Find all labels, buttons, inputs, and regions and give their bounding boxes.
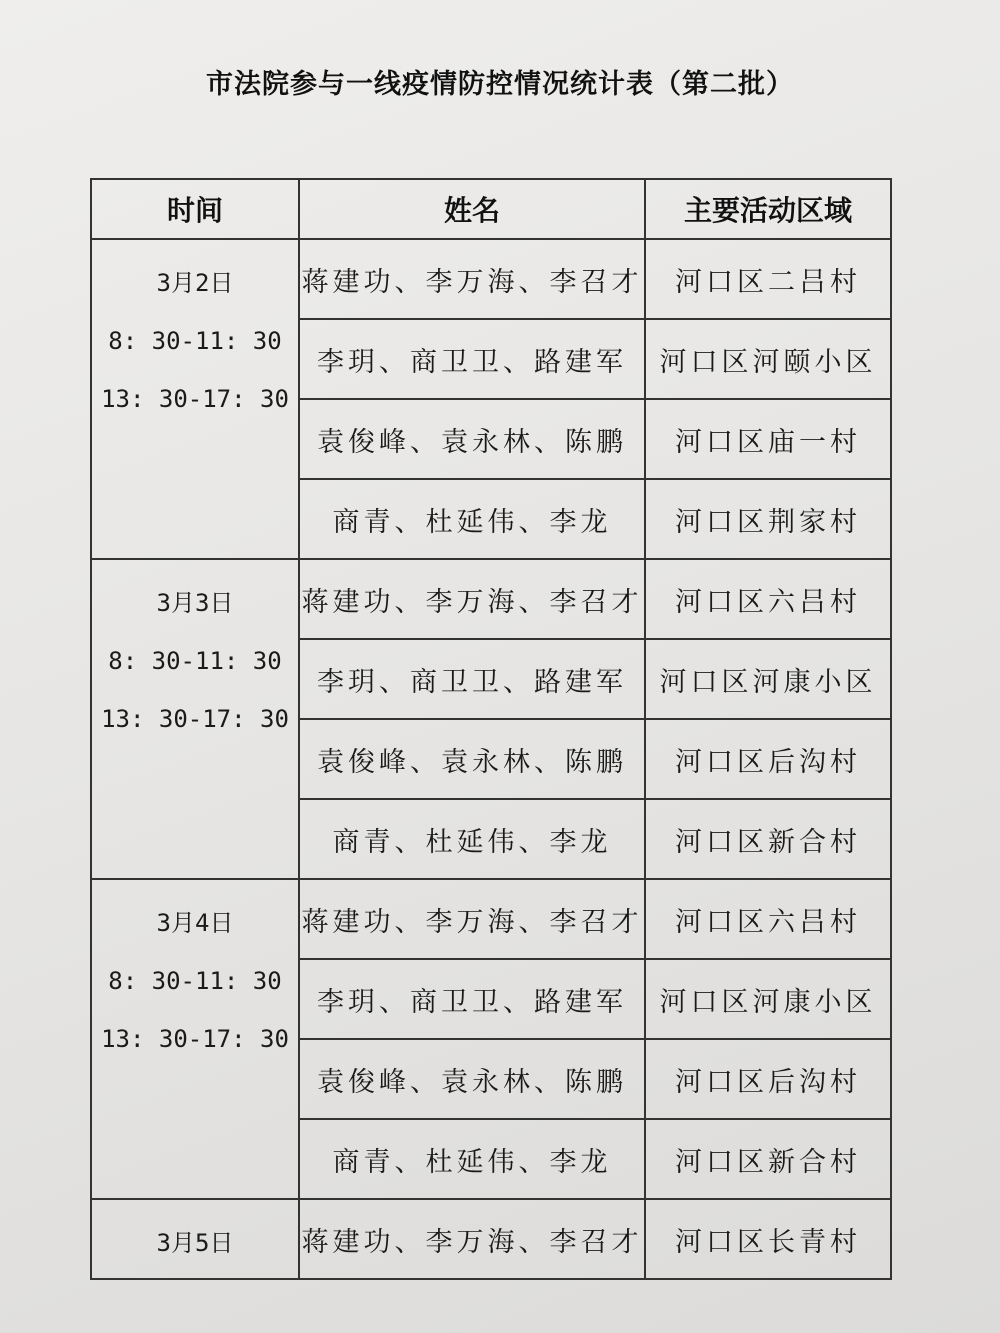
time-cell <box>91 1199 299 1279</box>
names-cell: 李玥、商卫卫、路建军 <box>299 319 645 399</box>
area-cell: 河口区河颐小区 <box>645 319 891 399</box>
time-afternoon: 13: 30-17: 30 <box>101 1025 289 1053</box>
time-afternoon: 13: 30-17: 30 <box>101 385 289 413</box>
date-label: 3月4日 <box>156 909 234 937</box>
names-cell: 商青、杜延伟、李龙 <box>299 479 645 559</box>
document-title: 市法院参与一线疫情防控情况统计表（第二批） <box>206 69 794 100</box>
area-cell: 河口区二吕村 <box>645 239 891 319</box>
date-label: 3月3日 <box>156 589 234 617</box>
names-cell: 袁俊峰、袁永林、陈鹏 <box>299 719 645 799</box>
time-cell <box>91 559 299 879</box>
table-row <box>91 559 891 639</box>
time-morning: 8: 30-11: 30 <box>108 967 282 995</box>
header-time: 时间 <box>91 179 299 239</box>
names-cell: 蒋建功、李万海、李召才 <box>299 559 645 639</box>
names-cell: 袁俊峰、袁永林、陈鹏 <box>299 399 645 479</box>
table-row <box>91 1199 891 1279</box>
names-cell: 蒋建功、李万海、李召才 <box>299 879 645 959</box>
names-cell: 李玥、商卫卫、路建军 <box>299 959 645 1039</box>
table-row <box>91 879 891 959</box>
area-cell: 河口区河康小区 <box>645 639 891 719</box>
header-area: 主要活动区域 <box>645 179 891 239</box>
names-cell: 蒋建功、李万海、李召才 <box>299 239 645 319</box>
area-cell: 河口区庙一村 <box>645 399 891 479</box>
area-cell: 河口区长青村 <box>645 1199 891 1279</box>
names-cell: 李玥、商卫卫、路建军 <box>299 639 645 719</box>
date-label: 3月2日 <box>156 269 234 297</box>
header-names: 姓名 <box>299 179 645 239</box>
names-cell: 商青、杜延伟、李龙 <box>299 1119 645 1199</box>
names-cell: 商青、杜延伟、李龙 <box>299 799 645 879</box>
date-label: 3月5日 <box>156 1229 234 1257</box>
time-morning: 8: 30-11: 30 <box>108 647 282 675</box>
area-cell: 河口区后沟村 <box>645 1039 891 1119</box>
area-cell: 河口区后沟村 <box>645 719 891 799</box>
area-cell: 河口区河康小区 <box>645 959 891 1039</box>
time-cell <box>91 879 299 1199</box>
area-cell: 河口区新合村 <box>645 799 891 879</box>
statistics-table <box>90 178 892 1280</box>
table-header-row <box>91 179 891 239</box>
names-cell: 蒋建功、李万海、李召才 <box>299 1199 645 1279</box>
names-cell: 袁俊峰、袁永林、陈鹏 <box>299 1039 645 1119</box>
time-cell <box>91 239 299 559</box>
area-cell: 河口区六吕村 <box>645 559 891 639</box>
area-cell: 河口区荆家村 <box>645 479 891 559</box>
area-cell: 河口区六吕村 <box>645 879 891 959</box>
time-afternoon: 13: 30-17: 30 <box>101 705 289 733</box>
time-morning: 8: 30-11: 30 <box>108 327 282 355</box>
table-row <box>91 239 891 319</box>
area-cell: 河口区新合村 <box>645 1119 891 1199</box>
